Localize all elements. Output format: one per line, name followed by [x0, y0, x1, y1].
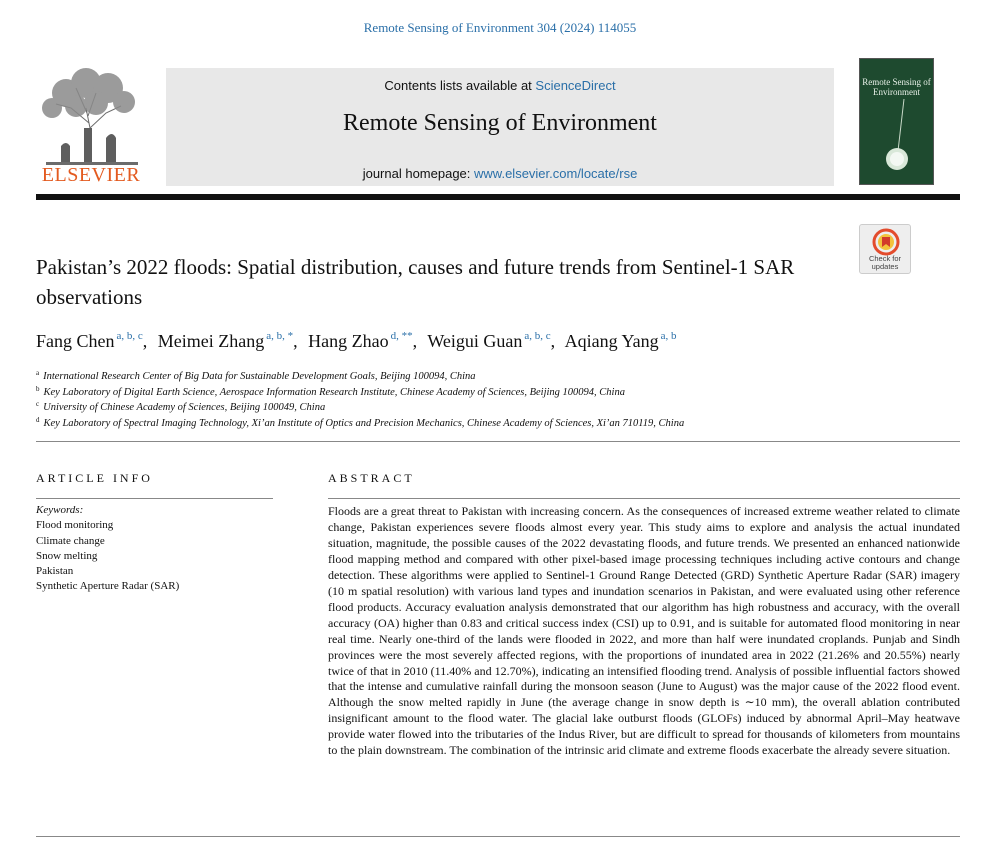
author-name[interactable]: Hang Zhao: [308, 331, 389, 351]
check-updates-icon: [872, 228, 900, 256]
keywords-block: [36, 503, 276, 595]
contents-prefix: Contents lists available at: [384, 78, 536, 93]
author-list: Fang Chen $^{a, b, c}$, Meimei Zhang $^{a, b, *}$, Hang Zhao $^{d, **}$, Weigui Guan $^{a, b, c}$, Aqiang Yang $^{a, b}$: [36, 330, 677, 351]
author-affiliation-marks[interactable]: a, b, *: [266, 330, 294, 342]
paper-title: Pakistan’s 2022 floods: Spatial distribution, causes and future trends from Sentinel-1 SAR observations: [36, 255, 795, 309]
author-name[interactable]: Aqiang Yang: [564, 331, 659, 351]
affiliation-mark: a: [36, 369, 40, 377]
author-affiliation-marks[interactable]: a, b, c: [116, 330, 143, 342]
homepage-prefix: journal homepage:: [362, 166, 475, 181]
author-name[interactable]: Meimei Zhang: [157, 331, 265, 351]
author-name[interactable]: Weigui Guan: [427, 331, 523, 351]
abstract-rule: [328, 498, 960, 499]
author-name[interactable]: Fang Chen: [36, 331, 115, 351]
check-for-updates-button[interactable]: [859, 224, 911, 274]
abstract-bottom-rule: [36, 836, 960, 837]
author-affiliation-marks[interactable]: d, **: [390, 330, 413, 342]
affiliation-mark: c: [36, 400, 40, 408]
affiliations-divider: [36, 441, 960, 442]
keywords-label: Keywords:: [36, 504, 84, 516]
journal-header-box: [166, 68, 834, 186]
contents-line: [166, 78, 834, 93]
affiliation-item: [36, 397, 956, 413]
keyword-item: Synthetic Aperture Radar (SAR): [36, 580, 180, 593]
affiliation-item: [36, 366, 956, 382]
sciencedirect-link[interactable]: ScienceDirect: [535, 78, 616, 93]
homepage-line: [166, 166, 834, 181]
article-info-rule: [36, 498, 273, 499]
journal-citation[interactable]: Remote Sensing of Environment 304 (2024) 114055: [363, 20, 637, 35]
affiliation-text: Key Laboratory of Digital Earth Science, Aerospace Information Research Institute, Chinese Academy of Sciences, Beijing 100094, China: [43, 386, 625, 398]
author-affiliation-marks[interactable]: a, b: [660, 330, 677, 342]
journal-masthead: [36, 58, 960, 188]
affiliation-text: University of Chinese Academy of Sciences, Beijing 100049, China: [43, 402, 326, 413]
abstract-body: Floods are a great threat to Pakistan with increasing concern. As the consequences of increased extreme weather related to climate change, Pakistan experiences severe floods almost every year. This study aims to explore and analysis the actual inundated situation, magnitude, the possible causes of the 2022 devastating floods, and future trends. We presented an enhanced nationwide flood mapping method and compared with other pixel-based image processing techniques including active contours and change detection. These algorithms were applied to Sentinel-1 Ground Range Detected (GRD) Synthetic Aperture Radar (SAR) imagery (10 m spatial resolution) with various land types and inundation scenarios in Pakistan, and were evaluated using other reference flood products. Accuracy evaluation analysis demonstrated that our algorithm has high robustness and accuracy, with the overall accuracy (OA) higher than 0.83 and critical success index (CSI) up to 0.91, and is suitable for automated flood monitoring in near real time. Nearly one-third of the lands were flooded in 2022, and more than half were inundated croplands. Punjab and Sindh provinces were the most severely affected regions, with the proportions of inundated area in 2022 (21.26% and 20.55%) nearly twice of that in 2010 (11.40% and 12.70%), indicating an intensified flooding trend. Analysis of possible influential factors showed that the intense and cumulative rainfall during the monsoon season (June to August) was the major cause of the 2022 flood event. Although the snow melted rapidly in June (the average change in snow depth is ∼10 mm), the overall ablation contributed insignificant amount to the flood water. The glacial lake outburst floods (GLOFs) induced by abnormal April–May heatwave provide water flowed into the tributaries of the Indus River, but are difficult to spread for thousands of kilometers from mountains to the plain downstream. The combination of the intrinsic arid climate and extreme floods exacerbate the already severe situation.: [328, 504, 960, 758]
masthead-rule: [36, 194, 960, 200]
keyword-item: Flood monitoring: [36, 519, 114, 532]
journal-title[interactable]: Remote Sensing of Environment: [343, 110, 657, 136]
affiliation-item: [36, 413, 956, 429]
affiliation-mark: b: [36, 384, 40, 393]
author-affiliation-marks[interactable]: a, b, c: [524, 330, 551, 342]
cover-art-icon: [860, 59, 934, 185]
affiliation-item: [36, 382, 956, 398]
keyword-item: Pakistan: [36, 565, 74, 578]
check-updates-label: Check for updates: [868, 254, 902, 271]
journal-homepage-link[interactable]: www.elsevier.com/locate/rse: [474, 166, 638, 181]
publisher-name[interactable]: ELSEVIER: [41, 164, 141, 186]
journal-cover-image[interactable]: [859, 58, 934, 185]
article-info-heading: ARTICLE INFO: [36, 471, 153, 485]
affiliation-text: Key Laboratory of Spectral Imaging Technology, Xi’an Institute of Optics and Precision Mechanics, Chinese Academy of Sciences, Xi’an 710119, China: [43, 417, 685, 429]
cover-title: Remote Sensing of Environment: [862, 77, 931, 97]
keyword-item: Climate change: [36, 534, 105, 547]
affiliation-text: International Research Center of Big Data for Sustainable Development Goals, Beijing 100094, China: [43, 371, 476, 382]
affiliation-list: [36, 366, 956, 428]
keyword-item: Snow melting: [36, 549, 98, 562]
abstract-heading: ABSTRACT: [328, 471, 415, 485]
affiliation-mark: d: [36, 415, 40, 424]
